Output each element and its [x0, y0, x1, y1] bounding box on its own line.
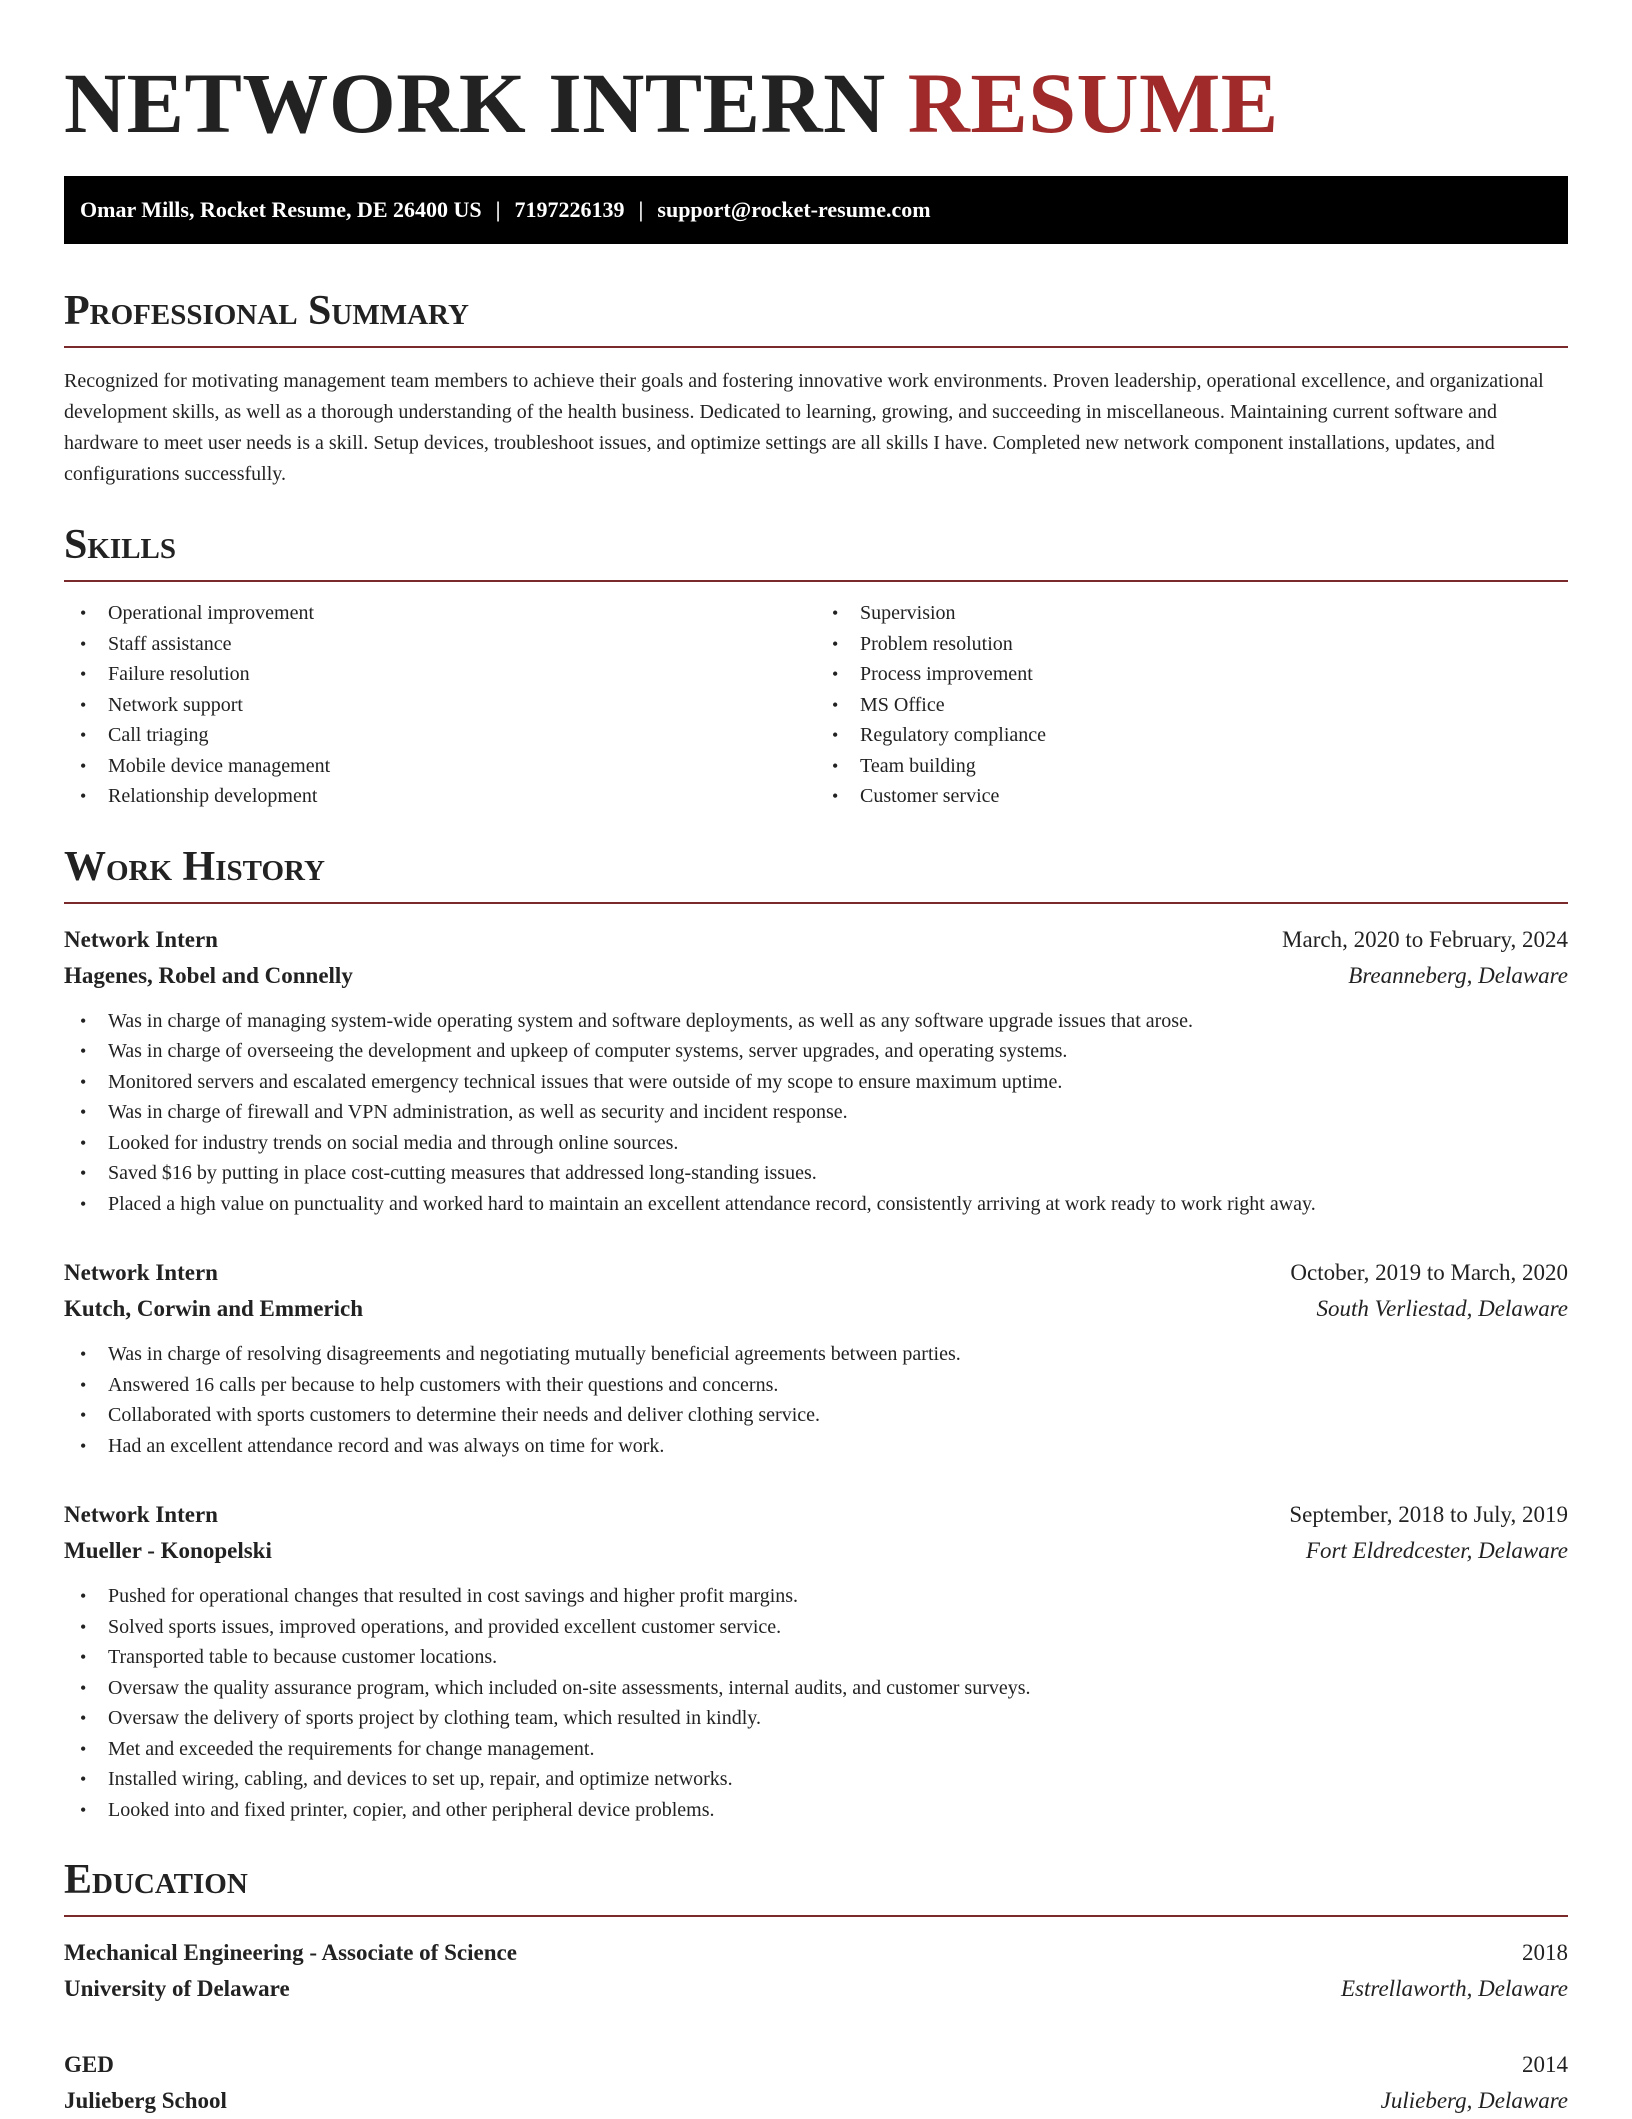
education-entry	[64, 1935, 1568, 2007]
job-bullet: • Was in charge of managing system-wide operating system and software deployments, as well as any software upgrade issues that arose.	[64, 1006, 1568, 1037]
skills-column-left	[64, 598, 816, 812]
job-bullet: • Answered 16 calls per because to help customers with their questions and concerns.	[64, 1370, 1568, 1401]
contact-address: Omar Mills, Rocket Resume, DE 26400 US	[80, 197, 482, 222]
skill-item: • Regulatory compliance	[816, 720, 1568, 751]
job-bullet: • Collaborated with sports customers to determine their needs and deliver clothing service.	[64, 1400, 1568, 1431]
job-title: Network Intern	[64, 1260, 218, 1285]
job-dates: October, 2019 to March, 2020	[1290, 1260, 1568, 1285]
job-entry	[64, 922, 1568, 1220]
job-bullet: • Looked for industry trends on social media and through online sources.	[64, 1128, 1568, 1159]
job-location: Fort Eldredcester, Delaware	[1305, 1538, 1568, 1563]
job-title: Network Intern	[64, 1502, 218, 1527]
skill-item: • Network support	[64, 690, 816, 721]
job-bullet: • Pushed for operational changes that resulted in cost savings and higher profit margins.	[64, 1581, 1568, 1612]
contact-bar	[64, 176, 1568, 244]
job-bullet: • Transported table to because customer locations.	[64, 1642, 1568, 1673]
skill-item: • Problem resolution	[816, 629, 1568, 660]
contact-phone[interactable]: 7197226139	[514, 197, 625, 222]
job-entry	[64, 1255, 1568, 1461]
job-bullets	[64, 1581, 1568, 1825]
job-bullet: • Was in charge of resolving disagreements and negotiating mutually beneficial agreements between parties.	[64, 1339, 1568, 1370]
job-bullet: • Had an excellent attendance record and was always on time for work.	[64, 1431, 1568, 1462]
job-entry	[64, 1497, 1568, 1825]
skill-item: • Supervision	[816, 598, 1568, 629]
job-dates: September, 2018 to July, 2019	[1289, 1502, 1568, 1527]
skill-item: • Call triaging	[64, 720, 816, 751]
skill-item: • Mobile device management	[64, 751, 816, 782]
skills-list	[64, 598, 1568, 812]
job-bullets	[64, 1339, 1568, 1461]
job-bullets	[64, 1006, 1568, 1220]
job-bullet: • Met and exceeded the requirements for change management.	[64, 1734, 1568, 1765]
resume-title	[64, 0, 1568, 168]
edu-degree: GED	[64, 2052, 114, 2077]
skill-item: • Process improvement	[816, 659, 1568, 690]
skill-item: • Team building	[816, 751, 1568, 782]
edu-location: Estrellaworth, Delaware	[1340, 1976, 1568, 2001]
edu-school: Julieberg School	[64, 2088, 227, 2113]
job-location: Breanneberg, Delaware	[1348, 962, 1568, 988]
contact-separator: |	[495, 197, 501, 222]
job-location: South Verliestad, Delaware	[1316, 1296, 1568, 1321]
skill-item: • MS Office	[816, 690, 1568, 721]
section-heading-summary: Professional Summary	[64, 286, 1568, 348]
title-main: NETWORK INTERN	[64, 55, 886, 151]
job-bullet: • Oversaw the delivery of sports project by clothing team, which resulted in kindly.	[64, 1703, 1568, 1734]
skill-item: • Staff assistance	[64, 629, 816, 660]
job-bullet: • Placed a high value on punctuality and worked hard to maintain an excellent attendance record, consistently arriving at work ready to work right away.	[64, 1189, 1568, 1220]
job-bullet: • Was in charge of firewall and VPN administration, as well as security and incident response.	[64, 1097, 1568, 1128]
edu-year: 2018	[1522, 1940, 1568, 1965]
job-bullet: • Installed wiring, cabling, and devices to set up, repair, and optimize networks.	[64, 1764, 1568, 1795]
contact-separator: |	[638, 197, 644, 222]
section-heading-education: Education	[64, 1855, 1568, 1917]
edu-school: University of Delaware	[64, 1976, 290, 2001]
skills-column-right	[816, 598, 1568, 812]
edu-degree: Mechanical Engineering - Associate of Science	[64, 1940, 517, 1965]
job-bullet: • Solved sports issues, improved operations, and provided excellent customer service.	[64, 1612, 1568, 1643]
job-bullet: • Looked into and fixed printer, copier, and other peripheral device problems.	[64, 1795, 1568, 1826]
job-dates: March, 2020 to February, 2024	[1282, 926, 1568, 952]
skill-item: • Customer service	[816, 781, 1568, 812]
edu-location: Julieberg, Delaware	[1380, 2088, 1568, 2113]
job-company: Hagenes, Robel and Connelly	[64, 962, 353, 988]
job-bullet: • Was in charge of overseeing the development and upkeep of computer systems, server upgrades, and operating systems.	[64, 1036, 1568, 1067]
job-company: Kutch, Corwin and Emmerich	[64, 1296, 363, 1321]
job-bullet: • Monitored servers and escalated emergency technical issues that were outside of my scope to ensure maximum uptime.	[64, 1067, 1568, 1098]
summary-text: Recognized for motivating management team members to achieve their goals and fostering innovative work environments. Proven leadership, operational excellence, and organizational development skills, as well as a thorough understanding of the health business. Dedicated to learning, growing, and succeeding in miscellaneous. Maintaining current software and hardware to meet user needs is a skill. Setup devices, troubleshoot issues, and optimize settings are all skills I have. Completed new network component installations, updates, and configurations successfully.	[64, 370, 1544, 485]
section-heading-skills: Skills	[64, 520, 1568, 582]
education-entry	[64, 2047, 1568, 2119]
job-company: Mueller - Konopelski	[64, 1538, 272, 1563]
skill-item: • Failure resolution	[64, 659, 816, 690]
job-bullet: • Saved $16 by putting in place cost-cutting measures that addressed long-standing issues.	[64, 1158, 1568, 1189]
skill-item: • Relationship development	[64, 781, 816, 812]
contact-email[interactable]: support@rocket-resume.com	[657, 197, 931, 222]
skill-item: • Operational improvement	[64, 598, 816, 629]
edu-year: 2014	[1522, 2052, 1568, 2077]
section-heading-work-history: Work History	[64, 842, 1568, 904]
title-accent: RESUME	[907, 55, 1279, 151]
job-bullet: • Oversaw the quality assurance program, which included on-site assessments, internal audits, and customer surveys.	[64, 1673, 1568, 1704]
job-title: Network Intern	[64, 926, 218, 952]
